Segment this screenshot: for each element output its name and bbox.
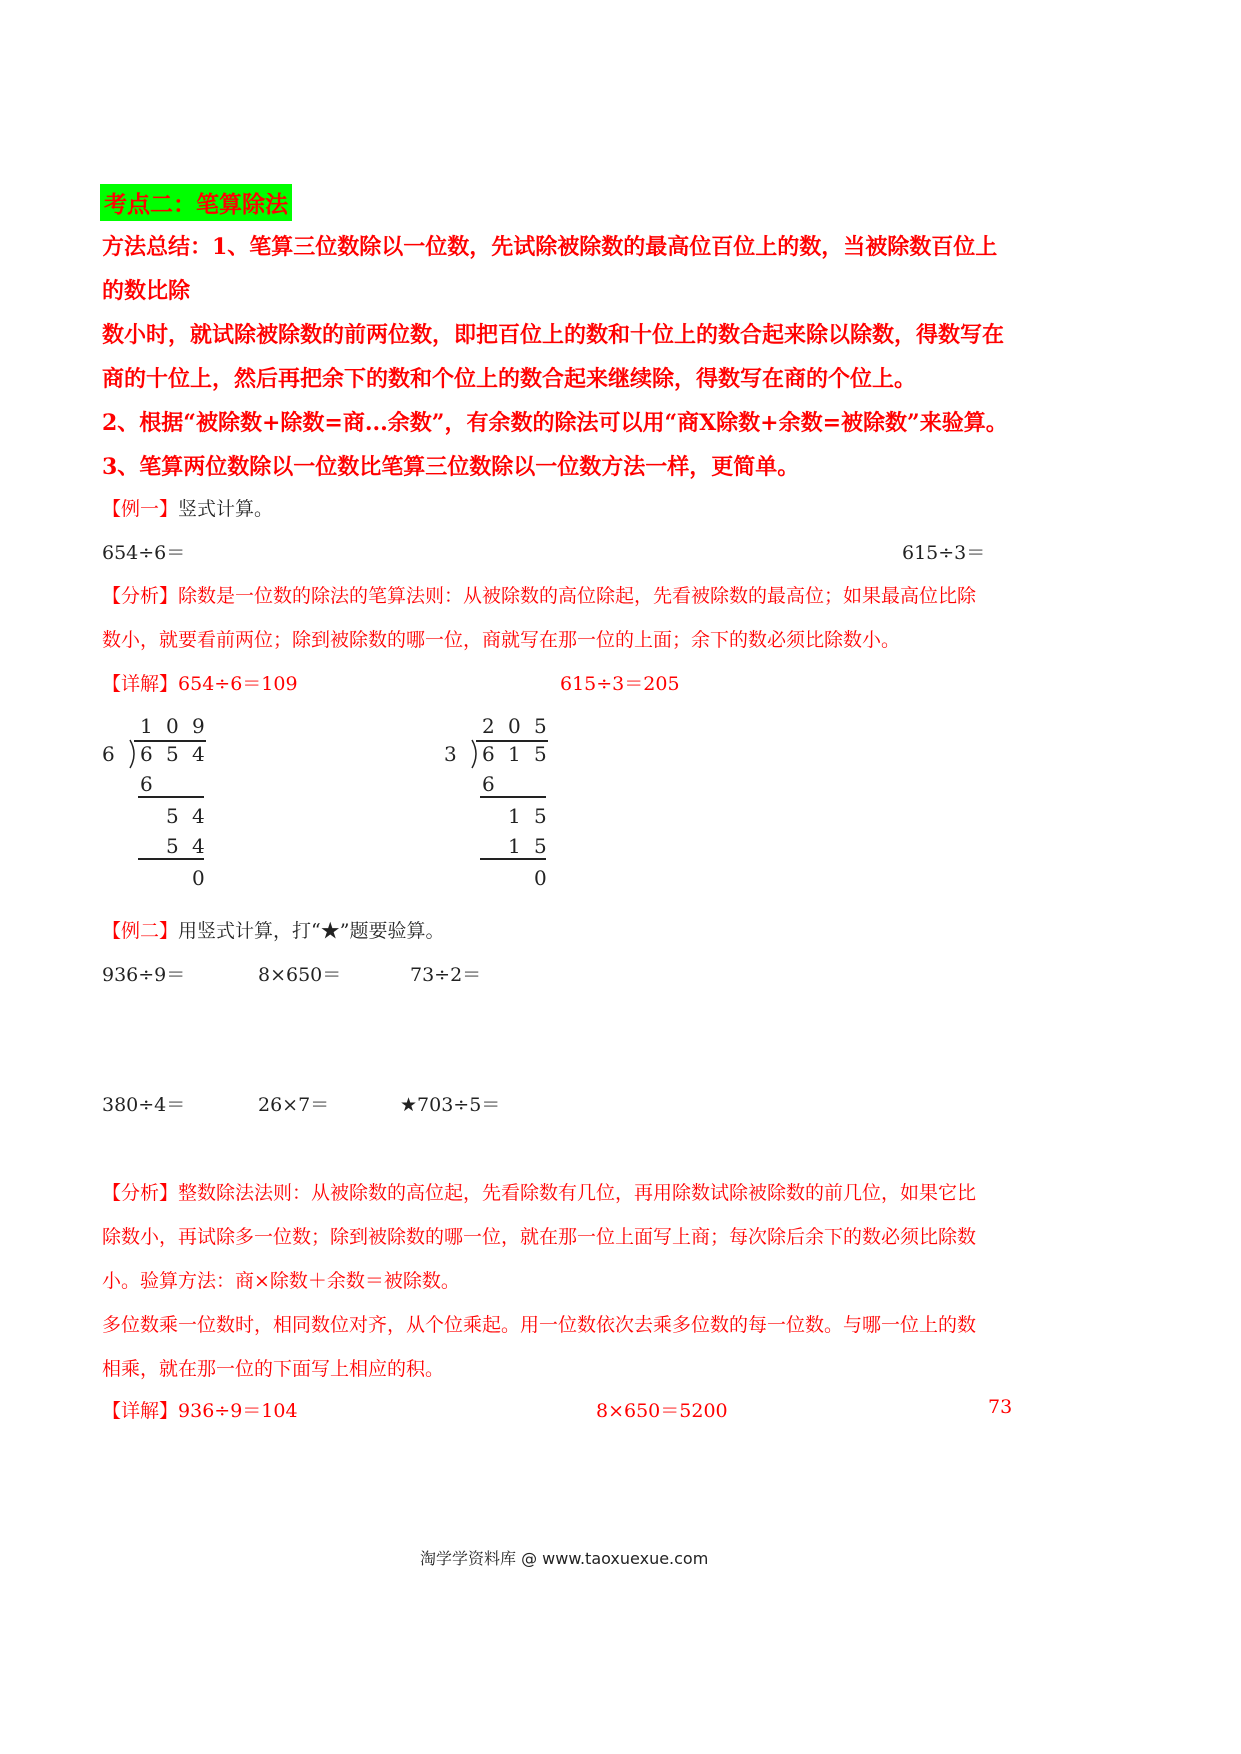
quotient-digit: 5 — [534, 714, 547, 738]
example2-problem: 73÷2＝ — [410, 964, 482, 986]
step-digit: 1 — [508, 804, 521, 828]
summary-line-5: 2、根据“被除数+除数=商...余数”，有余数的除法可以用“商X除数+余数=被除数”来验算。 — [102, 410, 1008, 436]
example2-prompt: 用竖式计算，打“★”题要验算。 — [178, 920, 445, 942]
example2-answer-right: 8×650＝5200 — [596, 1400, 728, 1422]
example2-tag: 【例二】 — [102, 920, 179, 942]
step-rule — [480, 858, 546, 860]
step-digit: 5 — [534, 804, 547, 828]
example1-analysis-line-2: 数小，就要看前两位；除到被除数的哪一位，商就写在那一位的上面；余下的数必须比除数小。 — [102, 629, 901, 651]
divisor: 3 — [444, 742, 457, 766]
dividend-digit: 6 — [140, 742, 153, 766]
dividend-digit: 5 — [534, 742, 547, 766]
divisor: 6 — [102, 742, 115, 766]
example2-analysis-line-2: 除数小，再试除多一位数；除到被除数的哪一位，就在那一位上面写上商；每次除后余下的数必须比除数 — [102, 1226, 977, 1248]
step-digit: 5 — [166, 834, 179, 858]
dividend-digit: 4 — [192, 742, 205, 766]
analysis-tag: 【分析】 — [102, 585, 179, 607]
analysis-text: 除数是一位数的除法的笔算法则：从被除数的高位除起，先看被除数的最高位；如果最高位比除 — [178, 585, 977, 607]
analysis-tag: 【分析】 — [102, 1182, 179, 1204]
step-rule — [138, 796, 204, 798]
example2-analysis-line-5: 相乘，就在那一位的下面写上相应的积。 — [102, 1358, 445, 1380]
step-rule — [480, 796, 546, 798]
quotient-digit: 0 — [508, 714, 521, 738]
quotient-digit: 1 — [140, 714, 153, 738]
step-digit: 6 — [482, 772, 495, 796]
quotient-digit: 0 — [166, 714, 179, 738]
example1-answer-right: 615÷3＝205 — [560, 673, 680, 695]
quotient-digit: 9 — [192, 714, 205, 738]
example2-problem: 8×650＝ — [258, 964, 342, 986]
step-digit: 6 — [140, 772, 153, 796]
example1-problem-left: 654÷6＝ — [102, 542, 186, 564]
dividend-digit: 5 — [166, 742, 179, 766]
example1-header — [102, 494, 273, 521]
example2-problem: 380÷4＝ — [102, 1094, 186, 1116]
footer-watermark: 淘学学资料库 @ www.taoxuexue.com — [420, 1549, 709, 1568]
example2-analysis-line-1 — [102, 1178, 976, 1205]
example1-analysis-line-1 — [102, 581, 976, 608]
example1-tag: 【例一】 — [102, 498, 179, 520]
example2-problem: 936÷9＝ — [102, 964, 186, 986]
dividend-digit: 1 — [508, 742, 521, 766]
summary-line-4: 商的十位上，然后再把余下的数和个位上的数合起来继续除，得数写在商的个位上。 — [102, 366, 917, 392]
summary-line-1: 方法总结：1、笔算三位数除以一位数，先试除被除数的最高位百位上的数，当被除数百位上 — [102, 234, 998, 260]
quotient-digit: 2 — [482, 714, 495, 738]
example1-answer-left — [102, 669, 298, 696]
example2-problem-starred: ★703÷5＝ — [400, 1094, 501, 1116]
answer-text: 654÷6＝109 — [178, 673, 298, 695]
example1-problem-right: 615÷3＝ — [902, 542, 986, 564]
example2-analysis-line-4: 多位数乘一位数时，相同数位对齐，从个位乘起。用一位数依次去乘多位数的每一位数。与哪一位上的数 — [102, 1314, 977, 1336]
example2-answer-left — [102, 1396, 298, 1423]
step-rule — [138, 858, 204, 860]
example1-prompt: 竖式计算。 — [178, 498, 274, 520]
analysis-text: 整数除法法则：从被除数的高位起，先看除数有几位，再用除数试除被除数的前几位，如果它比 — [178, 1182, 977, 1204]
dividend-digit: 6 — [482, 742, 495, 766]
division-bracket — [470, 740, 482, 770]
section-heading: 考点二：笔算除法 — [100, 184, 292, 221]
step-digit: 4 — [192, 834, 205, 858]
example2-header — [102, 916, 444, 943]
summary-line-2: 的数比除 — [102, 278, 191, 304]
step-digit: 5 — [534, 834, 547, 858]
summary-line-3: 数小时，就试除被除数的前两位数，即把百位上的数和十位上的数合起来除以除数，得数写在 — [102, 322, 1005, 348]
summary-line-6: 3、笔算两位数除以一位数比笔算三位数除以一位数方法一样，更简单。 — [102, 454, 800, 480]
step-digit: 1 — [508, 834, 521, 858]
step-digit: 4 — [192, 804, 205, 828]
example2-problem: 26×7＝ — [258, 1094, 330, 1116]
page-number: 73 — [988, 1396, 1013, 1418]
division-bracket — [128, 740, 140, 770]
step-digit: 5 — [166, 804, 179, 828]
answer-text: 936÷9＝104 — [178, 1400, 298, 1422]
answer-tag: 【详解】 — [102, 1400, 179, 1422]
remainder: 0 — [534, 866, 547, 890]
example2-analysis-line-3: 小。验算方法：商×除数＋余数＝被除数。 — [102, 1270, 460, 1292]
remainder: 0 — [192, 866, 205, 890]
answer-tag: 【详解】 — [102, 673, 179, 695]
